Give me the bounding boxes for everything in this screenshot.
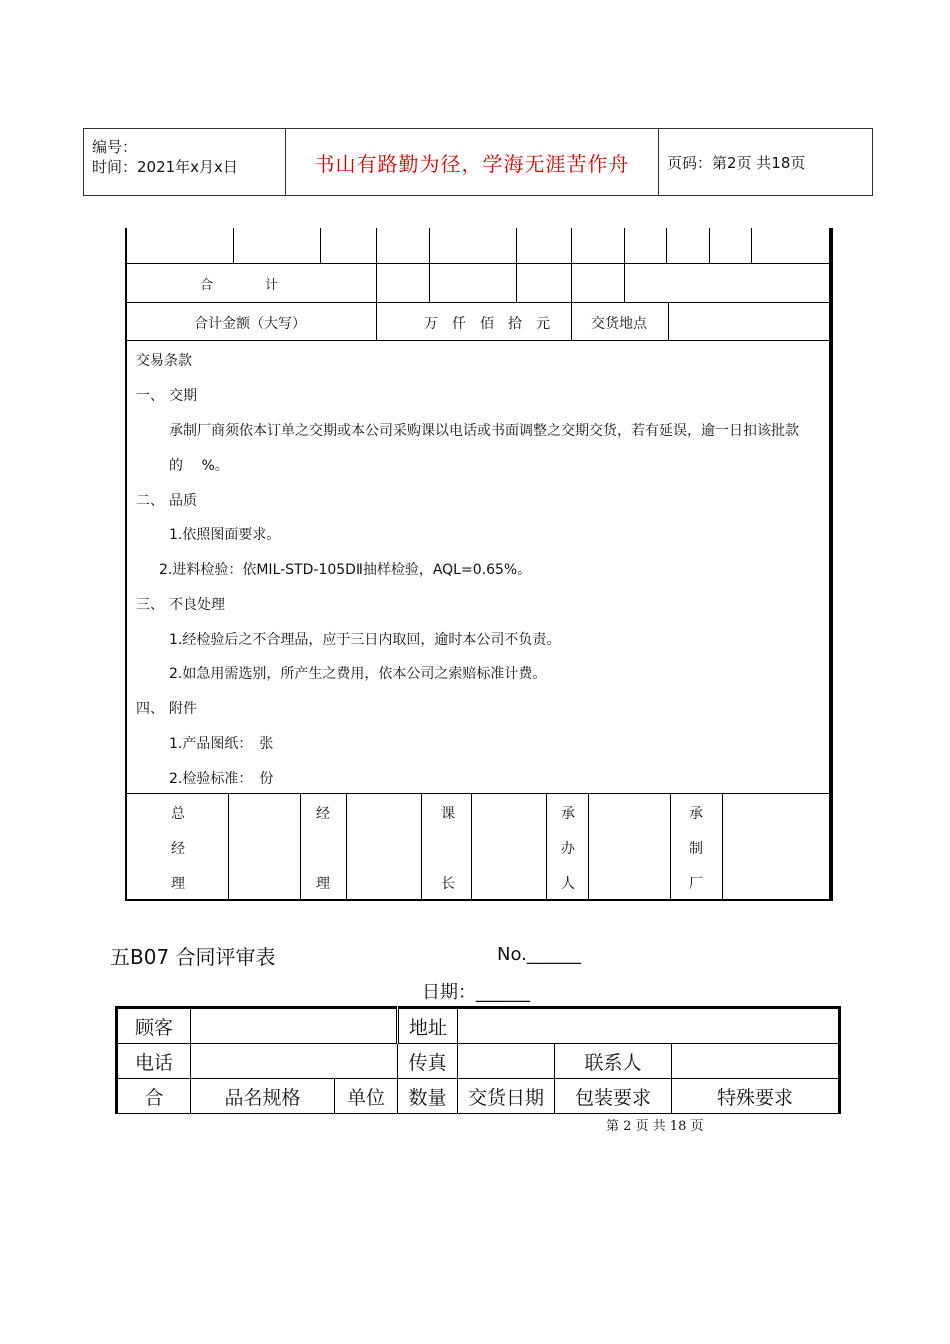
sig-manager-2: 理 [316,876,330,892]
review-number: No.______ [497,944,581,965]
sig-handler-3: 人 [561,876,575,892]
section-2-title: 品质 [169,493,197,509]
sig-manager-1: 经 [316,806,330,822]
section-2-item-2: 2.进料检验：依MIL-STD-105DⅡ抽样检验，AQL=0.65%。 [159,562,532,578]
phone-label: 电话 [117,1044,191,1079]
section-4-number: 四、 [136,701,164,717]
contract-review-table [115,1006,841,1114]
motto: 书山有路勤为径，学海无涯苦作舟 [286,129,659,196]
sig-chief-1: 课 [441,806,455,822]
page-header [83,128,873,196]
delivery-place-label: 交货地点 [591,316,647,332]
section-4-title: 附件 [169,701,197,717]
section-2-number: 二、 [136,493,164,509]
fax-label: 传真 [398,1044,458,1079]
section-1-line-2: 的 %。 [169,458,229,474]
section-4-item-1: 1.产品图纸： 张 [169,736,274,752]
terms-title: 交易条款 [136,353,192,369]
section-2-item-1: 1.依照图面要求。 [169,527,281,543]
amount-label: 合计金额（大写） [194,316,306,332]
page-footer: 第 2 页 共 18 页 [606,1119,704,1134]
section-1-title: 交期 [169,388,197,404]
header-meta [84,129,286,196]
section-1-number: 一、 [136,388,164,404]
sig-handler-1: 承 [561,806,575,822]
sig-maker-1: 承 [689,806,703,822]
fax-value[interactable] [458,1044,555,1079]
col-special: 特殊要求 [672,1079,840,1114]
sig-handler-2: 办 [561,841,575,857]
page-code: 页码：第2页 共18页 [659,129,873,196]
contact-value[interactable] [672,1044,840,1079]
sig-gm-2: 经 [171,841,185,857]
section-3-item-2: 2.如急用需选别，所产生之费用，依本公司之索赔标准计费。 [169,666,547,682]
review-date: 日期：______ [422,982,530,1003]
section-3-title: 不良处理 [169,597,225,613]
address-label: 地址 [398,1008,458,1044]
time-label: 时间：2021年x月x日 [92,158,238,176]
section-3-number: 三、 [136,597,164,613]
sig-gm-1: 总 [171,806,185,822]
col-qty: 数量 [398,1079,458,1114]
section-4-item-2: 2.检验标准： 份 [169,771,274,787]
he-label: 合 [117,1079,191,1114]
col-unit: 单位 [335,1079,398,1114]
contact-label: 联系人 [555,1044,672,1079]
col-name: 品名规格 [191,1079,335,1114]
col-delivery: 交货日期 [458,1079,555,1114]
sig-maker-3: 厂 [689,876,703,892]
customer-value[interactable] [191,1008,398,1044]
section-1-line-1: 承制厂商须依本订单之交期或本公司采购课以电话或书面调整之交期交货，若有延误，逾一日扣该批款 [169,423,799,439]
number-label: 编号： [92,138,138,156]
address-value[interactable] [458,1008,840,1044]
col-packing: 包装要求 [555,1079,672,1114]
sig-chief-2: 长 [441,876,455,892]
total-label: 合 计 [200,278,279,293]
customer-label: 顾客 [117,1008,191,1044]
sig-gm-3: 理 [171,876,185,892]
sig-maker-2: 制 [689,841,703,857]
review-heading: 五B07 合同评审表 [110,945,276,969]
section-3-item-1: 1.经检验后之不合理品，应于三日内取回，逾时本公司不负责。 [169,632,561,648]
amount-units: 万 仟 佰 拾 元 [424,316,550,332]
phone-value[interactable] [191,1044,398,1079]
